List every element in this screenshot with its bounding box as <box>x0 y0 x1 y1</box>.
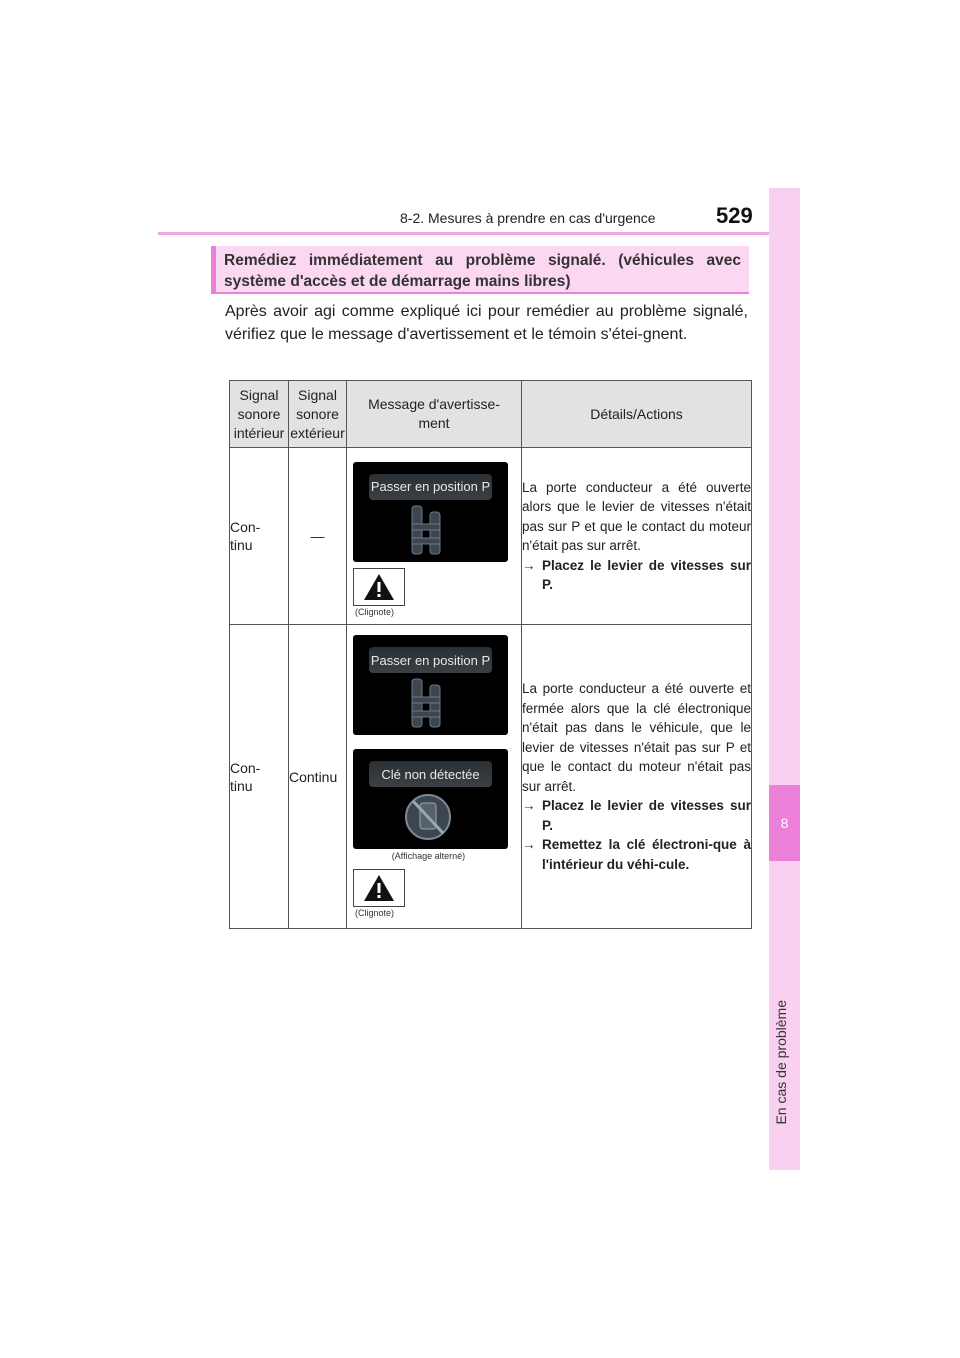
details-cell <box>522 448 752 625</box>
intro-paragraph: Après avoir agi comme expliqué ici pour remédier au problème signalé, vérifiez que le message d'avertissement et le témoin s'étei-gnent. <box>225 303 748 343</box>
warning-triangle-icon <box>362 572 396 602</box>
message-screen <box>353 749 508 849</box>
arrow-icon: → <box>522 798 536 813</box>
master-warning-light <box>353 568 405 606</box>
chapter-title: En cas de problème <box>773 1000 789 1125</box>
shift-lever-icon <box>408 504 452 556</box>
header-inner-buzzer: Signal sonore intérieur <box>230 381 289 448</box>
details-cell <box>522 625 752 929</box>
table-row <box>230 448 752 625</box>
page-number: 529 <box>716 203 753 228</box>
header-rule <box>158 232 800 235</box>
arrow-icon: → <box>522 837 536 852</box>
warning-caption: (Clignote) <box>355 908 395 918</box>
arrow-icon: → <box>522 557 536 573</box>
screen-title: Passer en position P <box>369 474 492 500</box>
details-text: La porte conducteur a été ouverte et fermée alors que la clé électronique n'était pas dans le véhicule, que le levier de vitesses n'était pas sur P et que le contact du moteur n'était pas sur arrêt. <box>522 681 751 794</box>
section-heading: Remédiez immédiatement au problème signalé. (véhicules avec système d'accès et de démarrage mains libres) <box>211 246 749 294</box>
action-item <box>522 556 751 595</box>
action-text: Remettez la clé électroni-que à l'intérieur du véhi-cule. <box>542 837 751 872</box>
action-item <box>522 835 751 874</box>
header-outer-buzzer: Signal sonore extérieur <box>289 381 347 448</box>
action-text: Placez le levier de vitesses sur P. <box>542 798 751 833</box>
alternating-caption: (Affichage alterné) <box>391 851 466 861</box>
action-text: Placez le levier de vitesses sur P. <box>542 557 751 592</box>
message-cell <box>347 625 522 929</box>
message-screen <box>353 635 508 735</box>
inner-buzzer-cell: Con- tinu <box>230 625 289 929</box>
warning-caption: (Clignote) <box>355 606 395 617</box>
message-cell <box>347 448 522 625</box>
message-screen <box>353 462 508 562</box>
key-not-detected-icon <box>393 787 463 843</box>
header-details: Détails/Actions <box>522 381 752 448</box>
outer-buzzer-cell: — <box>289 448 347 625</box>
screen-title: Passer en position P <box>369 647 492 673</box>
inner-buzzer-cell: Con- tinu <box>230 448 289 625</box>
table-row <box>230 625 752 929</box>
warning-table <box>229 380 752 929</box>
details-text: La porte conducteur a été ouverte alors que le levier de vitesses n'était pas sur P et que le contact du moteur n'était pas sur arrêt. <box>522 479 751 553</box>
warning-triangle-icon <box>362 873 396 903</box>
master-warning-light <box>353 869 405 907</box>
table-header-row <box>230 381 752 448</box>
chapter-badge: 8 <box>769 785 800 861</box>
shift-lever-icon <box>408 677 452 729</box>
action-item <box>522 796 751 835</box>
header-section-title: 8-2. Mesures à prendre en cas d'urgence <box>400 210 656 226</box>
header-message: Message d'avertisse-ment <box>347 381 522 448</box>
screen-title: Clé non détectée <box>369 761 492 787</box>
outer-buzzer-cell: Continu <box>289 625 347 929</box>
